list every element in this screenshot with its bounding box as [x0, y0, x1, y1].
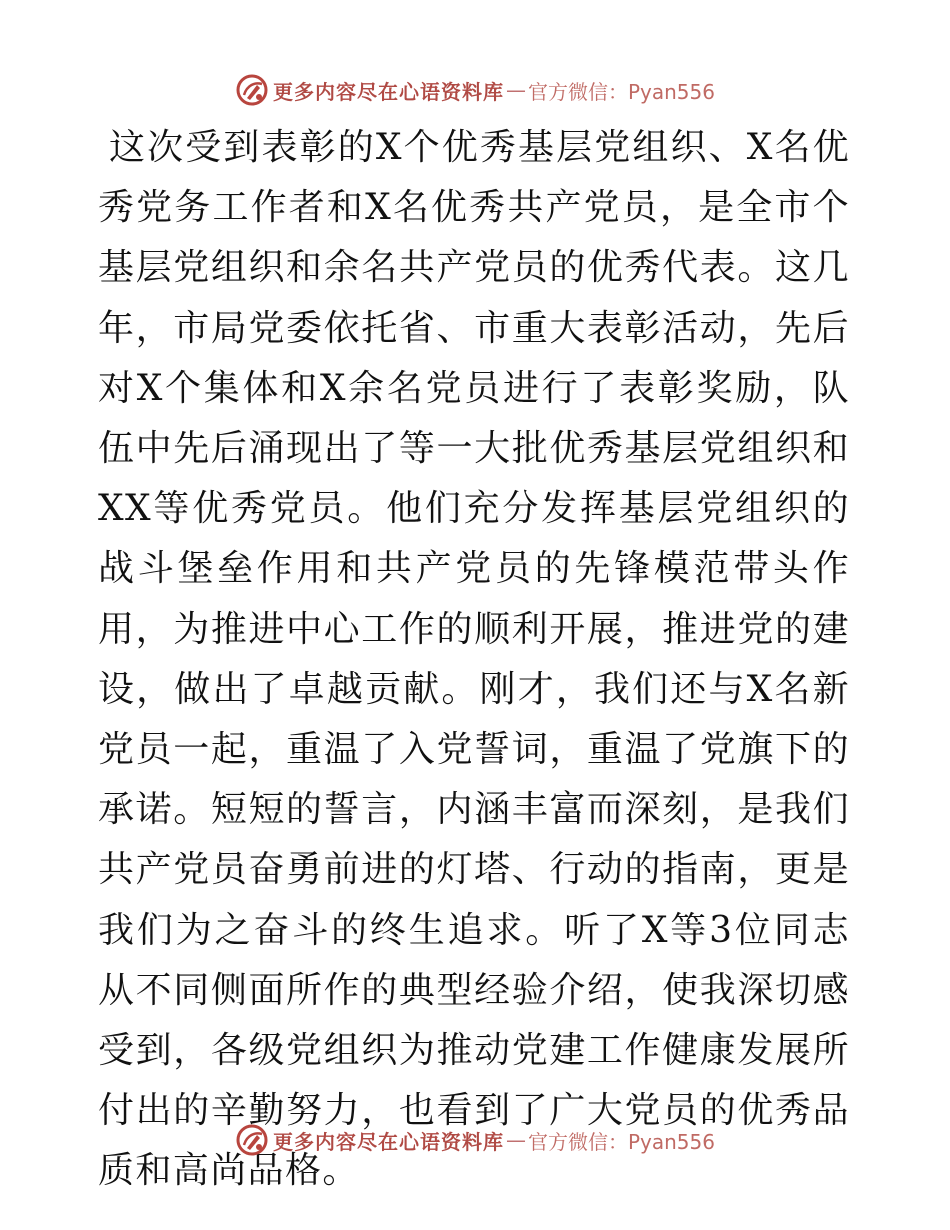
body-paragraph: 这次受到表彰的X个优秀基层党组织、X名优秀党务工作者和X名优秀共产党员，是全市个基层党组织和余名共产党员的优秀代表。这几年，市局党委依托省、市重大表彰活动，先后对X个集体和X余名党员进行了表彰奖励，队伍中先后涌现出了等一大批优秀基层党组织和XX等优秀党员。他们充分发挥基层党组织的战斗堡垒作用和共产党员的先锋模范带头作用，为推进中心工作的顺利开展，推进党的建设，做出了卓越贡献。刚才，我们还与X名新党员一起，重温了入党誓词，重温了党旗下的承诺。短短的誓言，内涵丰富而深刻，是我们共产党员奋勇前进的灯塔、行动的指南，更是我们为之奋斗的终生追求。听了X等3位同志从不同侧面所作的典型经验介绍，使我深切感受到，各级党组织为推动党建工作健康发展所付出的辛勤努力，也看到了广大党员的优秀品质和高尚品格。: [98, 127, 850, 1192]
red-seal-logo-icon: [235, 1123, 269, 1157]
watermark-dash: —: [505, 1128, 526, 1152]
watermark-text: 更多内容尽在心语资料库: [272, 1129, 504, 1154]
watermark-dash: —: [505, 78, 526, 102]
watermark-text: 更多内容尽在心语资料库: [272, 79, 504, 104]
document-body: [98, 118, 850, 1202]
header-watermark: [0, 70, 950, 110]
footer-watermark: [0, 1120, 950, 1160]
red-seal-logo-icon: [235, 73, 269, 107]
watermark-wechat: 官方微信：Pyan556: [527, 79, 715, 104]
watermark-wechat: 官方微信：Pyan556: [527, 1129, 715, 1154]
